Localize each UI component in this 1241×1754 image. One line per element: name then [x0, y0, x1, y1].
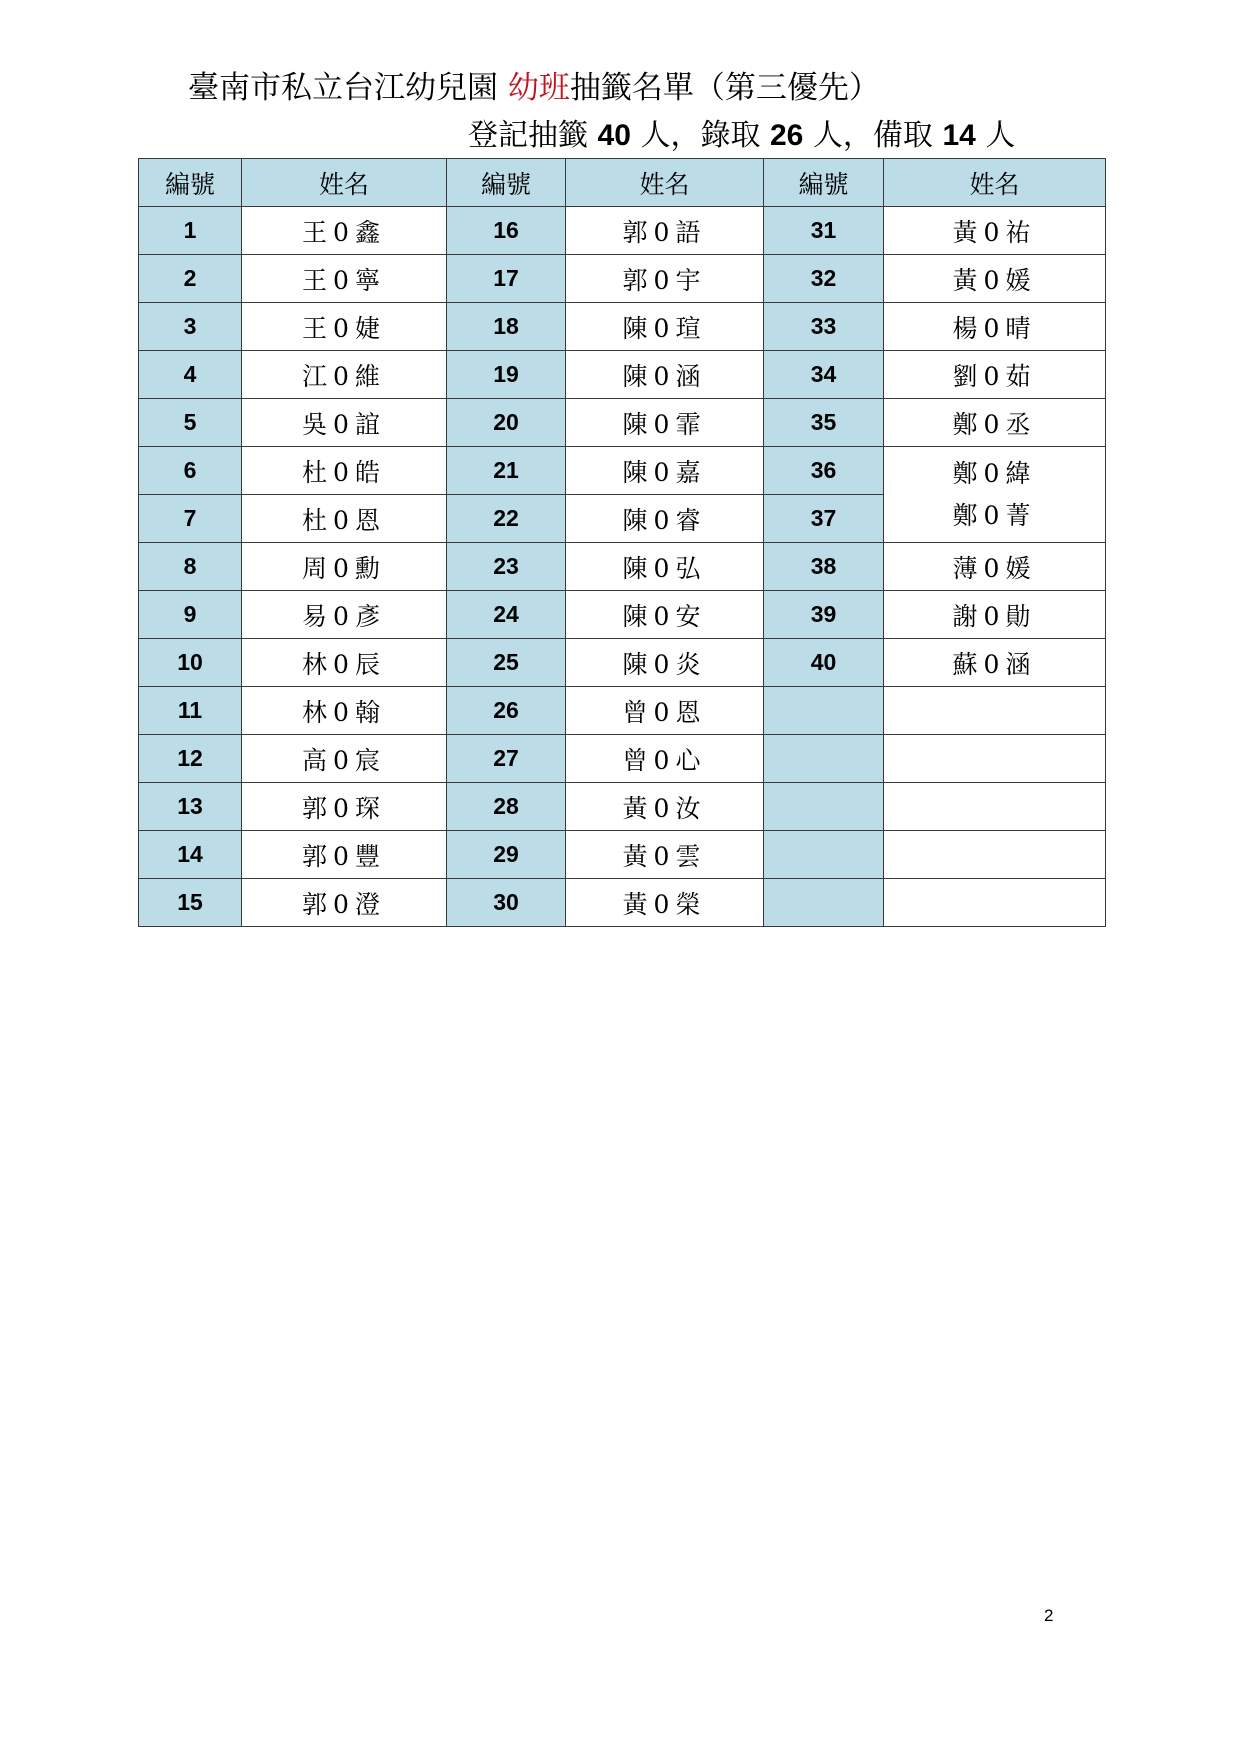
empty-number-cell	[764, 735, 884, 783]
entry-name: 陳0弘	[566, 543, 764, 591]
table-row	[139, 351, 1106, 399]
header-name-col2: 姓名	[566, 159, 764, 207]
entry-number: 21	[447, 447, 566, 495]
entry-number: 32	[764, 255, 884, 303]
header-name-col1: 姓名	[242, 159, 447, 207]
entry-name: 陳0嘉	[566, 447, 764, 495]
entry-number: 34	[764, 351, 884, 399]
empty-name-cell	[884, 831, 1106, 879]
entry-number: 24	[447, 591, 566, 639]
entry-name: 陳0涵	[566, 351, 764, 399]
entry-number: 37	[764, 495, 884, 543]
table-row	[139, 399, 1106, 447]
entry-name: 杜0皓	[242, 447, 447, 495]
header-number-col3: 編號	[764, 159, 884, 207]
entry-name: 黃0祐	[884, 207, 1106, 255]
entry-number: 31	[764, 207, 884, 255]
entry-name: 鄭0菁	[952, 500, 1037, 530]
entry-name: 陳0瑄	[566, 303, 764, 351]
entry-name: 林0翰	[242, 687, 447, 735]
entry-number: 10	[139, 639, 242, 687]
admitted-count: 26	[770, 119, 804, 152]
entry-number: 25	[447, 639, 566, 687]
entry-name: 謝0勛	[884, 591, 1106, 639]
entry-number: 16	[447, 207, 566, 255]
entry-name: 郭0語	[566, 207, 764, 255]
merged-name-cell	[884, 447, 1106, 543]
entry-number: 29	[447, 831, 566, 879]
summary-text-4: 人	[975, 118, 1016, 153]
entry-name: 鄭0丞	[884, 399, 1106, 447]
entry-number: 9	[139, 591, 242, 639]
entry-name: 楊0晴	[884, 303, 1106, 351]
entry-name: 郭0宇	[566, 255, 764, 303]
entry-number: 5	[139, 399, 242, 447]
table-row	[139, 543, 1106, 591]
entry-name: 王0寧	[242, 255, 447, 303]
entry-number: 27	[447, 735, 566, 783]
entry-name: 郭0澄	[242, 879, 447, 927]
entry-name: 陳0睿	[566, 495, 764, 543]
empty-name-cell	[884, 687, 1106, 735]
entry-number: 39	[764, 591, 884, 639]
entry-number: 4	[139, 351, 242, 399]
entry-number: 15	[139, 879, 242, 927]
entry-name: 陳0炎	[566, 639, 764, 687]
table-row	[139, 591, 1106, 639]
entry-name: 江0維	[242, 351, 447, 399]
entry-name: 高0宸	[242, 735, 447, 783]
table-row	[139, 687, 1106, 735]
entry-name: 黃0雲	[566, 831, 764, 879]
entry-number: 33	[764, 303, 884, 351]
table-header-row	[139, 159, 1106, 207]
entry-number: 22	[447, 495, 566, 543]
entry-name: 薄0媛	[884, 543, 1106, 591]
entry-name: 黃0媛	[884, 255, 1106, 303]
entry-name: 鄭0緯	[952, 458, 1037, 488]
entry-name: 黃0汝	[566, 783, 764, 831]
title-class-highlight: 幼班	[507, 70, 570, 106]
entry-number: 26	[447, 687, 566, 735]
entry-name: 蘇0涵	[884, 639, 1106, 687]
entry-number: 38	[764, 543, 884, 591]
entry-number: 8	[139, 543, 242, 591]
header-name-col3: 姓名	[884, 159, 1106, 207]
header-number-col2: 編號	[447, 159, 566, 207]
entry-number: 30	[447, 879, 566, 927]
entry-number: 17	[447, 255, 566, 303]
entry-number: 3	[139, 303, 242, 351]
empty-name-cell	[884, 879, 1106, 927]
entry-name: 易0彥	[242, 591, 447, 639]
summary-text-2: 人，錄取	[630, 118, 770, 153]
entry-number: 35	[764, 399, 884, 447]
entry-number: 36	[764, 447, 884, 495]
entry-number: 6	[139, 447, 242, 495]
entry-name: 周0勳	[242, 543, 447, 591]
entry-name: 劉0茹	[884, 351, 1106, 399]
entry-name: 曾0恩	[566, 687, 764, 735]
empty-name-cell	[884, 735, 1106, 783]
lottery-roster-table	[138, 158, 1106, 927]
entry-number: 28	[447, 783, 566, 831]
entry-number: 7	[139, 495, 242, 543]
table-row	[139, 831, 1106, 879]
entry-number: 12	[139, 735, 242, 783]
empty-number-cell	[764, 783, 884, 831]
page-number: 2	[1044, 1606, 1054, 1625]
summary-line	[468, 110, 1015, 154]
entry-number: 13	[139, 783, 242, 831]
entry-number: 18	[447, 303, 566, 351]
summary-text-1: 登記抽籤	[468, 118, 598, 153]
entry-name: 王0鑫	[242, 207, 447, 255]
empty-number-cell	[764, 879, 884, 927]
entry-name: 王0婕	[242, 303, 447, 351]
empty-number-cell	[764, 831, 884, 879]
entry-number: 11	[139, 687, 242, 735]
entry-name: 黃0榮	[566, 879, 764, 927]
table-row	[139, 303, 1106, 351]
entry-number: 2	[139, 255, 242, 303]
entry-number: 1	[139, 207, 242, 255]
entry-name: 郭0豐	[242, 831, 447, 879]
entry-number: 23	[447, 543, 566, 591]
registered-count: 40	[597, 119, 631, 152]
entry-name: 陳0霏	[566, 399, 764, 447]
empty-number-cell	[764, 687, 884, 735]
entry-number: 14	[139, 831, 242, 879]
table-row	[139, 879, 1106, 927]
entry-number: 40	[764, 639, 884, 687]
table-row	[139, 255, 1106, 303]
entry-name: 吳0誼	[242, 399, 447, 447]
entry-name: 杜0恩	[242, 495, 447, 543]
table-row	[139, 447, 1106, 495]
entry-number: 20	[447, 399, 566, 447]
table-row	[139, 639, 1106, 687]
title-part2: 抽籤名單（第三優先）	[569, 70, 880, 106]
empty-name-cell	[884, 783, 1106, 831]
title-part1: 臺南市私立台江幼兒園	[188, 70, 508, 106]
entry-name: 林0辰	[242, 639, 447, 687]
waitlist-count: 14	[942, 119, 976, 152]
summary-text-3: 人，備取	[803, 118, 943, 153]
entry-number: 19	[447, 351, 566, 399]
table-row	[139, 783, 1106, 831]
entry-name: 郭0琛	[242, 783, 447, 831]
table-row	[139, 207, 1106, 255]
entry-name: 陳0安	[566, 591, 764, 639]
header-number-col1: 編號	[139, 159, 242, 207]
entry-name: 曾0心	[566, 735, 764, 783]
document-title	[188, 62, 880, 107]
table-row	[139, 735, 1106, 783]
